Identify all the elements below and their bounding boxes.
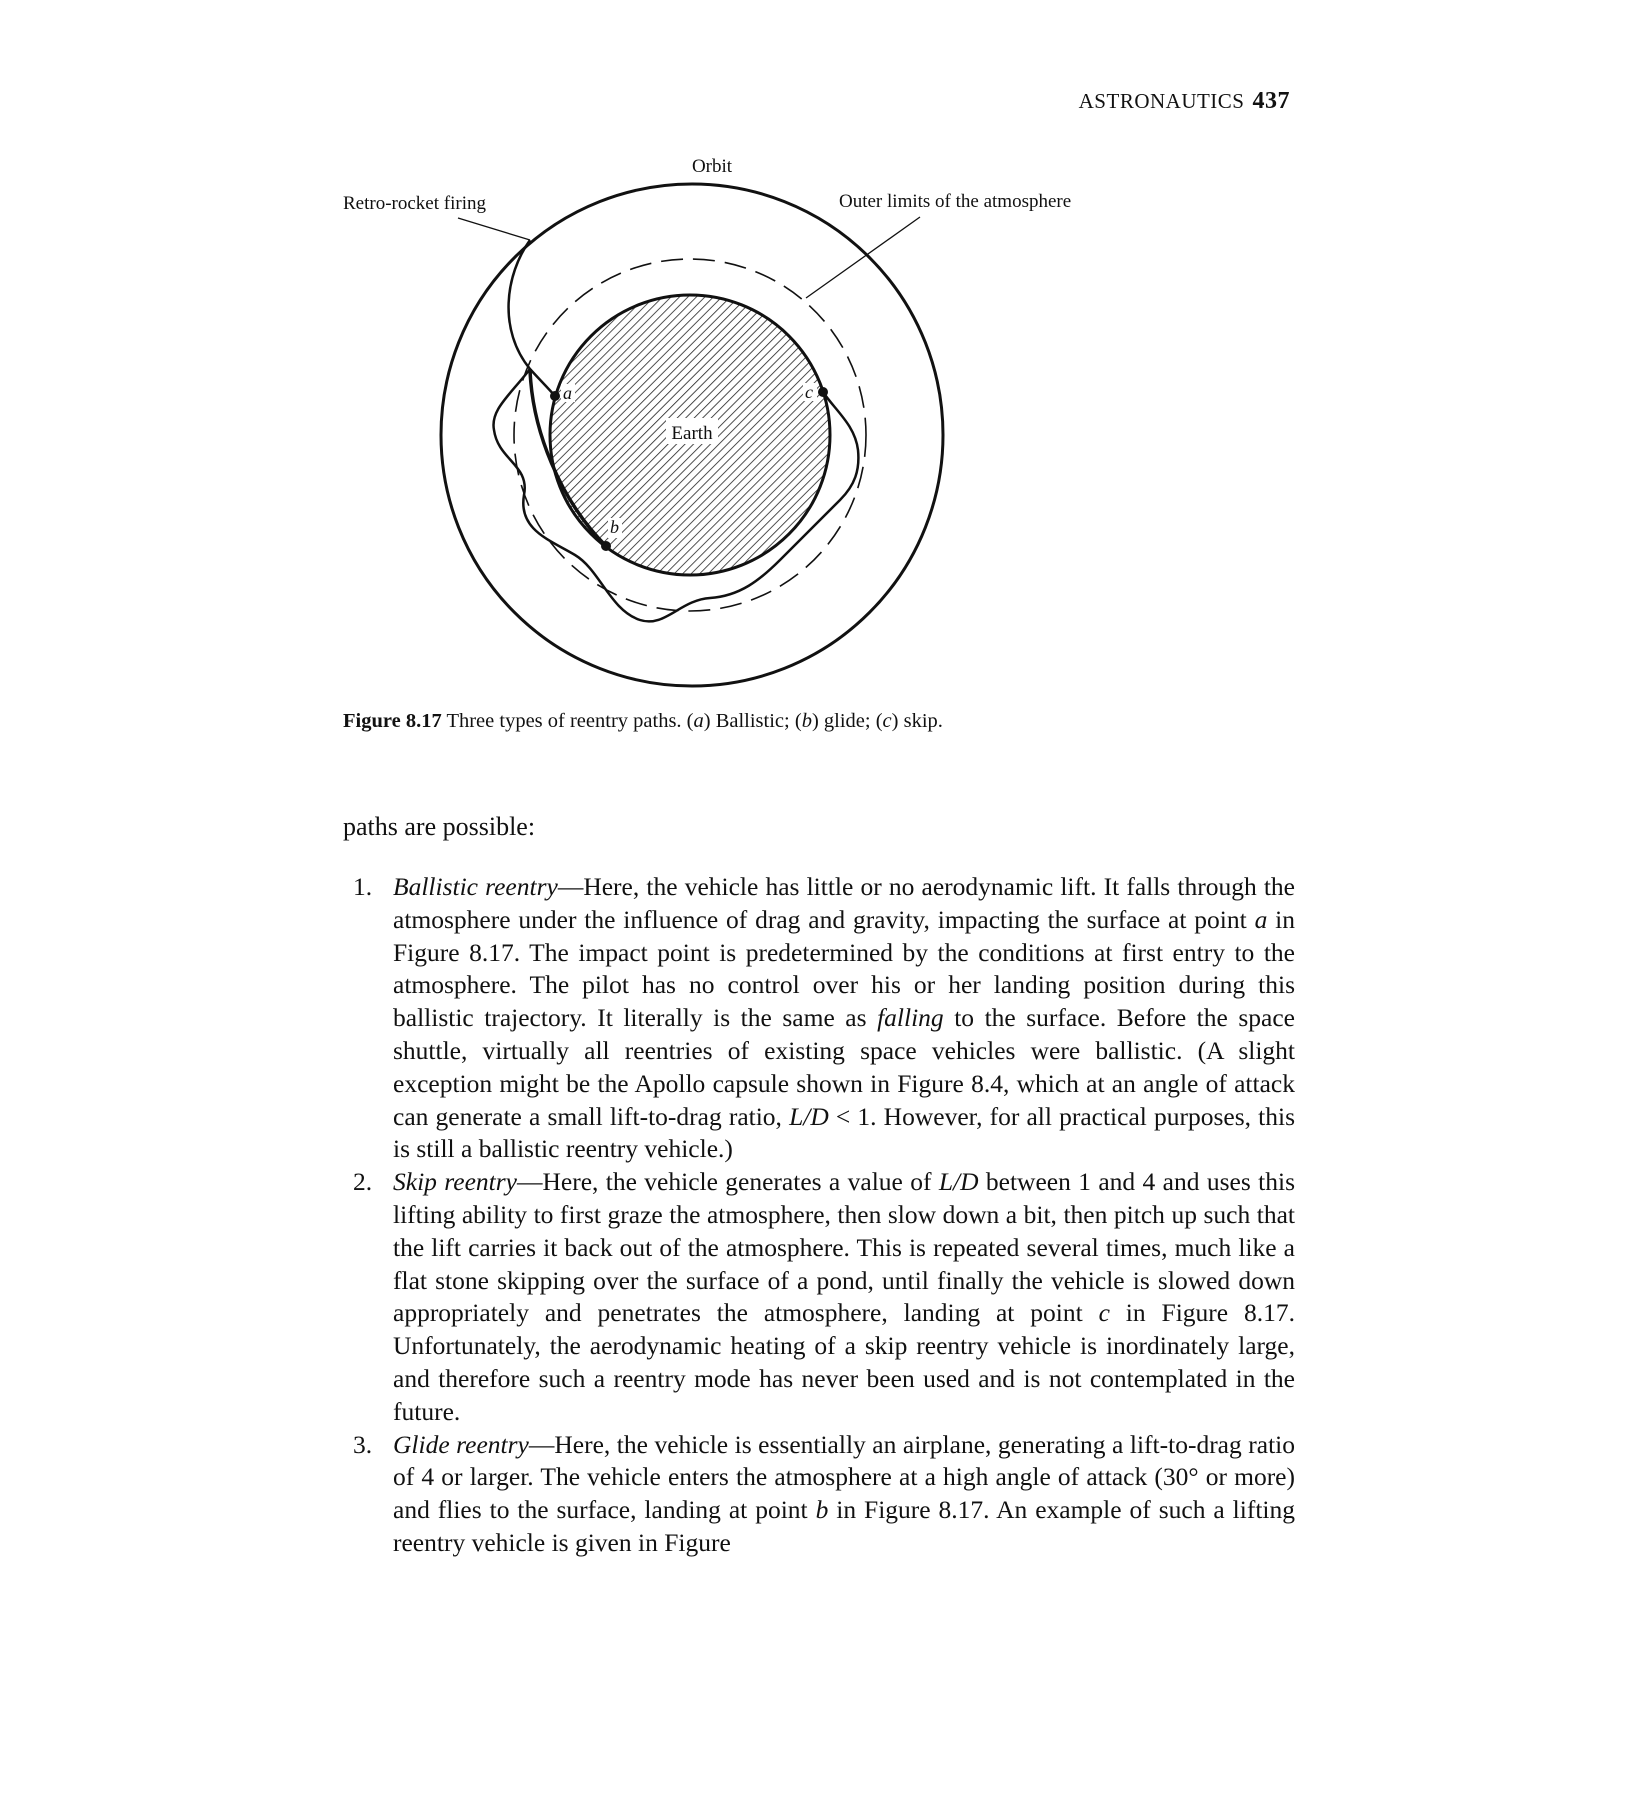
item-number: 2. bbox=[353, 1167, 373, 1197]
item-text: in Figure 8.17. The impact point is predetermined by the conditions at first entry to the atmosphere. The pilot has no control over his or her landing position during this ballistic trajectory. It literally is the same as bbox=[393, 904, 1295, 1033]
point-a-label: a bbox=[563, 383, 572, 403]
retro-rocket-label: Retro-rocket firing bbox=[343, 193, 486, 214]
list-item-ballistic bbox=[343, 871, 1295, 1166]
item-text: < 1. However, for all practical purposes, this is still a ballistic reentry vehicle.) bbox=[393, 1101, 1296, 1164]
point-c-marker bbox=[818, 387, 828, 397]
item-emph: L/D bbox=[938, 1167, 979, 1197]
atmosphere-leader-line bbox=[806, 217, 920, 298]
item-number: 1. bbox=[353, 872, 373, 901]
item-emph: c bbox=[1098, 1298, 1110, 1328]
caption-text: ) glide; ( bbox=[811, 710, 883, 732]
item-term: Ballistic reentry bbox=[393, 872, 558, 901]
item-text: in Figure 8.17. An example of such a lifting reentry vehicle is given in Figure bbox=[393, 1495, 1295, 1557]
item-emph: b bbox=[815, 1495, 829, 1525]
retro-leader-line bbox=[458, 218, 530, 240]
section-title: ASTRONAUTICS bbox=[1078, 89, 1245, 113]
earth-label: Earth bbox=[671, 423, 713, 444]
point-b-label: b bbox=[610, 517, 619, 537]
caption-text: ) Ballistic; ( bbox=[703, 710, 802, 732]
caption-var: c bbox=[882, 710, 892, 732]
item-term: Skip reentry bbox=[393, 1167, 517, 1197]
caption-text: ) skip. bbox=[891, 710, 943, 732]
reentry-types-list bbox=[343, 871, 1295, 1560]
item-emph: a bbox=[1254, 904, 1268, 934]
item-text: between 1 and 4 and uses this lifting ability to first graze the atmosphere, then slow down a bit, then pitch up such that the lift carries it back out of the atmosphere. This is repeated several times, much like a flat stone skipping over the surface of a pond, until finally the vehicle is slowed down appropriately and penetrates the atmosphere, landing at point bbox=[393, 1167, 1295, 1328]
reentry-paths-figure bbox=[0, 0, 1625, 760]
point-a-marker bbox=[550, 391, 560, 401]
item-text: —Here, the vehicle is essentially an airplane, generating a lift-to-drag ratio of 4 or larger. The vehicle enters the atmosphere at a high angle of attack (30° or more) and flies to the surface, landing at point bbox=[393, 1429, 1295, 1525]
caption-text: Three types of reentry paths. ( bbox=[441, 710, 694, 732]
item-text: —Here, the vehicle generates a value of bbox=[516, 1167, 939, 1197]
atmosphere-label: Outer limits of the atmosphere bbox=[839, 191, 1072, 212]
orbit-label: Orbit bbox=[691, 156, 733, 177]
point-b-marker bbox=[601, 541, 611, 551]
figure-number: Figure 8.17 bbox=[343, 710, 442, 732]
item-emph: L/D bbox=[789, 1101, 829, 1131]
list-item-glide bbox=[343, 1429, 1295, 1560]
list-item-skip bbox=[343, 1166, 1295, 1428]
item-term: Glide reentry bbox=[393, 1429, 529, 1459]
item-number: 3. bbox=[353, 1429, 373, 1459]
caption-var: b bbox=[801, 710, 812, 732]
point-c-label: c bbox=[805, 382, 813, 402]
item-text: in Figure 8.17. Unfortunately, the aerodynamic heating of a skip reentry vehicle is inordinately large, and therefore such a reentry mode has never been used and is not contemplated in the future. bbox=[393, 1298, 1295, 1426]
figure-caption bbox=[343, 710, 943, 733]
lead-paragraph: paths are possible: bbox=[343, 812, 536, 841]
item-text: —Here, the vehicle has little or no aerodynamic lift. It falls through the atmosphere under the influence of drag and gravity, impacting the surface at point bbox=[393, 872, 1295, 934]
item-emph: falling bbox=[877, 1003, 944, 1033]
page-number: 437 bbox=[1252, 88, 1290, 114]
item-text: to the surface. Before the space shuttle, virtually all reentries of existing space vehicles were ballistic. (A slight exception might be the Apollo capsule shown in Figure 8.4, which at an angle of attack can generate a small lift-to-drag ratio, bbox=[393, 1003, 1295, 1131]
caption-var: a bbox=[693, 710, 704, 732]
